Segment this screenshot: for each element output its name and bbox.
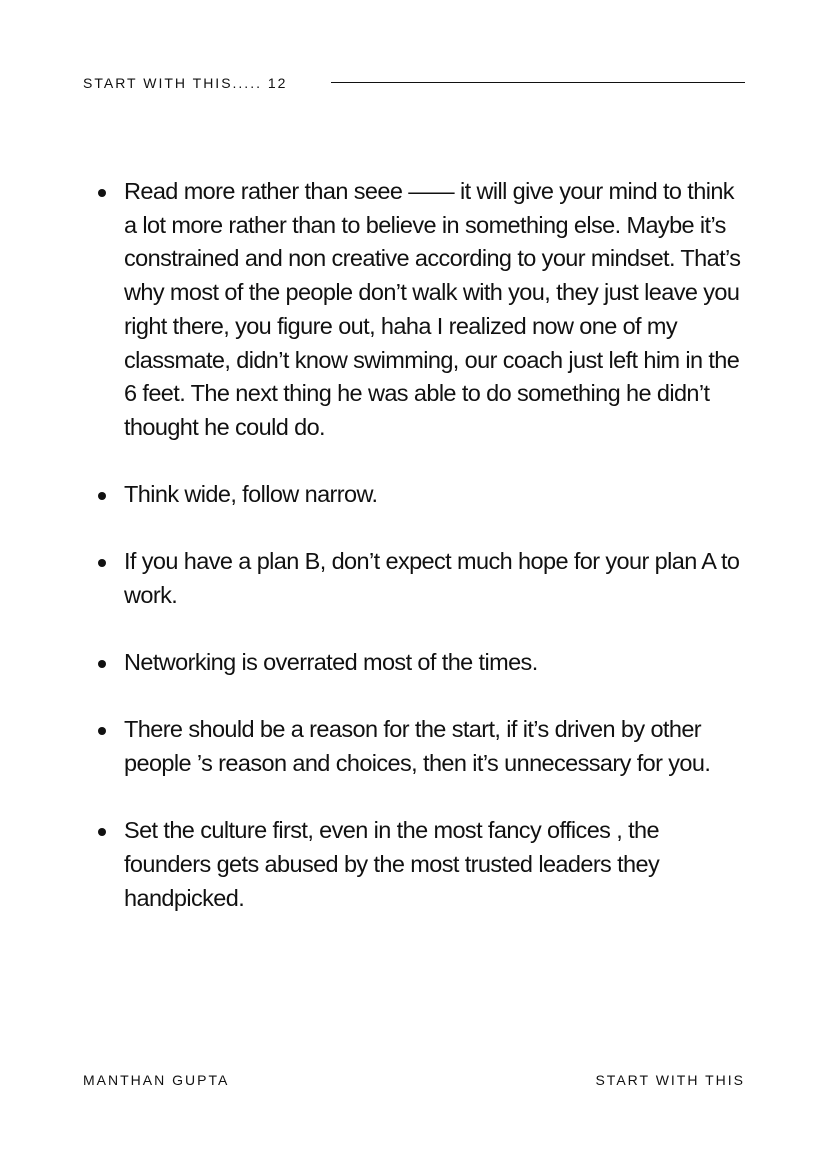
list-item-text: If you have a plan B, don’t expect much hope for your plan A to work. <box>124 548 740 609</box>
footer-book-title: START WITH THIS <box>595 1072 745 1088</box>
bullet-dot-icon <box>98 660 106 668</box>
list-item <box>95 814 745 915</box>
header-divider <box>331 82 745 83</box>
list-item <box>95 713 745 780</box>
bullet-list <box>95 175 745 915</box>
list-item <box>95 545 745 612</box>
bullet-dot-icon <box>98 559 106 567</box>
bullet-dot-icon <box>98 727 106 735</box>
footer-author: MANTHAN GUPTA <box>83 1072 230 1088</box>
bullet-dot-icon <box>98 492 106 500</box>
bullet-dot-icon <box>98 828 106 836</box>
list-item-text: Think wide, follow narrow. <box>124 481 378 508</box>
list-item <box>95 646 745 680</box>
header-title: START WITH THIS..... 12 <box>83 75 288 91</box>
list-item <box>95 478 745 512</box>
list-item-text: Networking is overrated most of the times. <box>124 649 538 676</box>
list-item <box>95 175 745 445</box>
list-item-text: Set the culture first, even in the most fancy offices , the founders gets abused by the most trusted leaders they handpicked. <box>124 817 660 911</box>
bullet-dot-icon <box>98 189 106 197</box>
list-item-text: Read more rather than seee —— it will give your mind to think a lot more rather than to believe in something else. Maybe it’s constrained and non creative according to your mindset. That’s why most of the people don’t walk with you, they just leave you right there, you figure out, haha I realized now one of my classmate, didn’t know swimming, our coach just left him in the 6 feet. The next thing he was able to do something he didn’t thought he could do. <box>124 178 741 440</box>
list-item-text: There should be a reason for the start, if it’s driven by other people ’s reason and choices, then it’s unnecessary for you. <box>124 716 711 777</box>
